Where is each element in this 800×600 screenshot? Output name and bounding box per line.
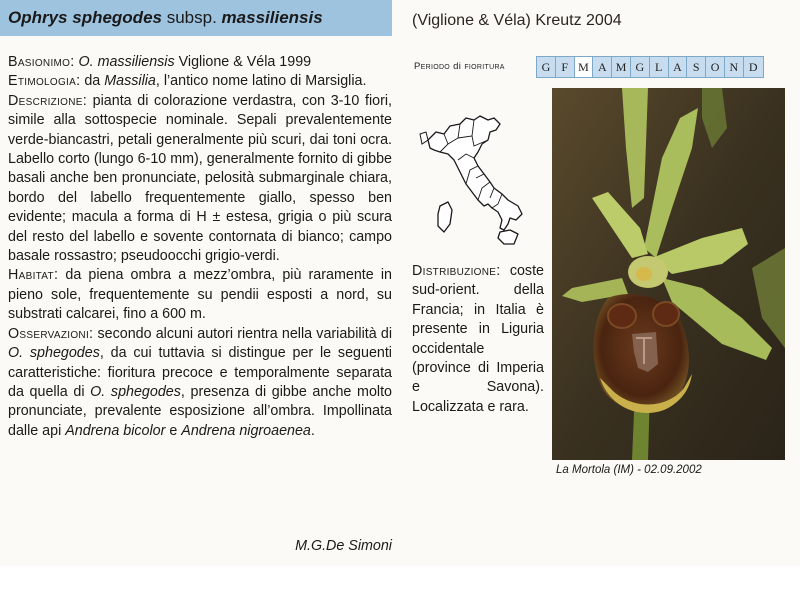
osservazioni-italic-3: Andrena bicolor — [65, 422, 166, 439]
month-cell: D — [748, 60, 758, 74]
month-cell: N — [725, 57, 744, 77]
distribution-body: coste sud-orient. della Francia; in Italia è presente in Liguria occidentale (province di Imperia e Savona). Localizzata e rara. — [412, 263, 544, 415]
flowering-label-prefix: Periodo — [414, 61, 451, 72]
etimologia-rest: , l’antico nome latino di Marsiglia. — [155, 73, 367, 90]
etimologia-pre: da — [80, 73, 105, 90]
osservazioni-text-5: . — [310, 422, 315, 439]
month-cell: G — [631, 57, 650, 77]
species-title — [8, 8, 323, 28]
orchid-photo — [552, 88, 785, 460]
osservazioni-text-1: secondo alcuni autori rientra nella variabilità di — [93, 325, 392, 342]
osservazioni-text-3: , presenza di gibbe anche molto pronunciate, prevalente esposizione all’ombra. Impollinata dalle api — [8, 383, 392, 439]
month-cell: M — [612, 57, 631, 77]
osservazioni-italic-4: Andrena nigroaenea — [181, 422, 311, 439]
osservazioni-paragraph — [8, 325, 392, 441]
orchid-flower-image — [552, 88, 785, 460]
species-authority: (Viglione & Véla) Kreutz 2004 — [412, 12, 622, 29]
flowering-label — [414, 61, 505, 72]
italy-map-icon — [414, 110, 532, 255]
osservazioni-text-4: e — [165, 422, 182, 439]
habitat-text: da piena ombra a mezz’ombra, più raramente in pieno sole, frequentemente su pendii esposti a nord, su substrati calcarei, fino a 600 m. — [8, 267, 392, 323]
month-cell: G — [537, 57, 556, 77]
osservazioni-label: Osservazioni: — [8, 325, 94, 342]
photo-caption: La Mortola (IM) - 02.09.2002 — [556, 464, 702, 476]
basionimo-name: O. massiliensis — [78, 54, 175, 70]
habitat-label: Habitat: — [8, 267, 59, 284]
descrizione-paragraph — [8, 92, 392, 267]
basionimo-label: Basionimo: — [8, 54, 75, 70]
title-genus: Ophrys sphegodes — [8, 8, 162, 27]
flowering-calendar — [536, 56, 764, 78]
descrizione-label: Descrizione: — [8, 92, 88, 109]
month-cell: L — [650, 57, 669, 77]
etimologia-name: Massilia — [104, 73, 156, 90]
etimologia-paragraph — [8, 72, 392, 91]
descrizione-text: pianta di colorazione verdastra, con 3-10 fiori, simile alla sottospecie nominale. Sepali prevalentemente verde-biancastri, petali generalmente più scuri, dai toni ocra. Labello corto (lungo 6-10 mm), generalmente fornito di gibbe basali anche ben pronunciate, pelosità submarginale chiara, bordo del labello frequentemente giallo, spesso ben evidente; macula a forma di H ± estesa, grigia o più scura del resto del labello e sovente contornata di bianco; campo basale rossastro; pseudoocchi grigio-verdi. — [8, 92, 392, 265]
basionimo-paragraph — [8, 53, 392, 72]
flowering-label-mid: di — [450, 61, 465, 72]
main-text-column — [8, 53, 392, 441]
osservazioni-text-2: , da cui tuttavia si distingue per le seguenti caratteristiche: fioritura precoce e temporalmente separata da quella di — [8, 345, 392, 400]
italy-distribution-map — [414, 110, 532, 255]
month-cell: S — [687, 57, 706, 77]
etimologia-label: Etimologia: — [8, 73, 81, 90]
habitat-paragraph — [8, 266, 392, 324]
distribution-text — [412, 262, 544, 417]
osservazioni-italic-2: O. sphegodes — [90, 383, 181, 400]
month-cell: M — [575, 57, 594, 77]
basionimo-rest: Viglione & Véla 1999 — [174, 54, 312, 70]
month-cell: A — [593, 57, 612, 77]
month-cell: A — [669, 57, 688, 77]
title-epithet: massiliensis — [221, 8, 323, 27]
title-band — [0, 0, 392, 36]
title-rank: subsp. — [166, 8, 217, 27]
flowering-label-suffix: fioritura — [464, 61, 505, 72]
osservazioni-italic-1: O. sphegodes — [8, 345, 100, 362]
month-cell: O — [706, 57, 725, 77]
bottom-strip — [0, 566, 800, 600]
author-signature: M.G.De Simoni — [295, 538, 392, 554]
month-cell: F — [556, 57, 575, 77]
distribution-label: Distribuzione: — [412, 263, 501, 279]
